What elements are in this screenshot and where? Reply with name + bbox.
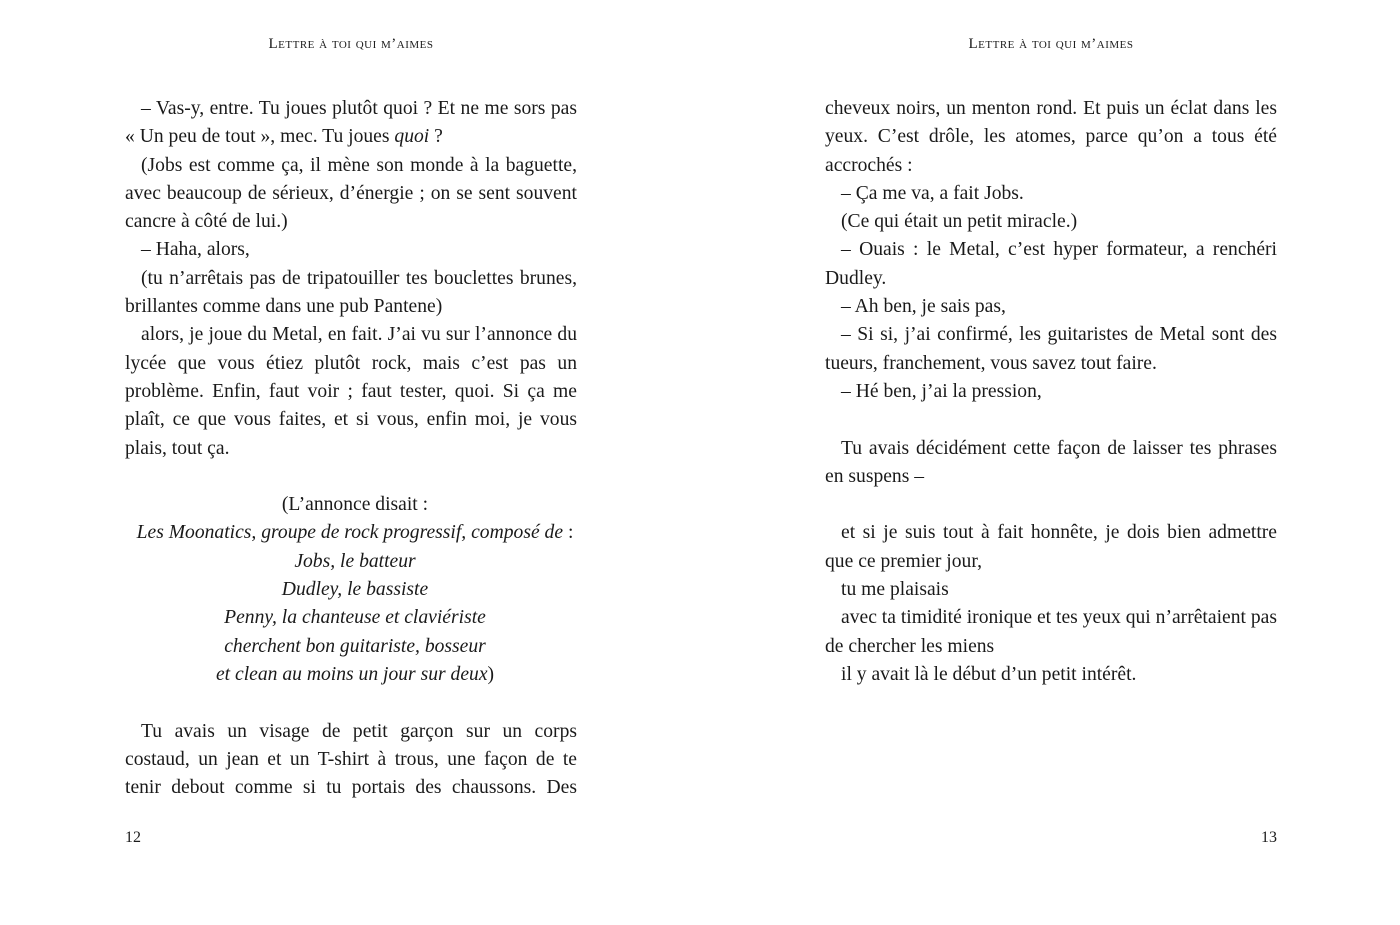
announcement-line: Jobs, le batteur: [294, 550, 416, 572]
page-number-right: 13: [1261, 829, 1277, 846]
paragraph: et si je suis tout à fait honnête, je dois bien admettre que ce premier jour,: [825, 522, 1277, 572]
paragraph: – Ouais : le Metal, c’est hyper formateur, a renchéri Dudley.: [825, 239, 1277, 289]
paragraph: alors, je joue du Metal, en fait. J’ai vu sur l’annonce du lycée que vous étiez plutôt rock, mais c’est pas un problème. Enfin, faut voir ; faut tester, quoi. Si ça me plaît, ce que vous faites, et si vous, enfin moi, je vous plais, tout ça.: [125, 324, 577, 459]
paragraph: – Vas-y, entre. Tu joues plutôt quoi ? Et ne me sors pas « Un peu de tout », mec. Tu joues quoi ?: [125, 98, 577, 148]
paragraph: tu me plaisais: [841, 579, 949, 601]
announcement-line: Penny, la chanteuse et claviériste: [224, 607, 486, 629]
paragraph: (Jobs est comme ça, il mène son monde à la baguette, avec beaucoup de sérieux, d’énergie ; on se sent souvent cancre à côté de lui.): [125, 154, 577, 233]
left-page-body: [125, 95, 577, 802]
paragraph: Tu avais un visage de petit garçon sur un corps costaud, un jean et un T-shirt à trous, une façon de te tenir debout comme si tu portais des chaussons. Des: [125, 720, 577, 799]
paragraph: – Si si, j’ai confirmé, les guitaristes de Metal sont des tueurs, franchement, vous savez tout faire.: [825, 324, 1277, 374]
paragraph: – Hé ben, j’ai la pression,: [841, 380, 1042, 402]
blank-line: [125, 463, 577, 491]
blank-line: [825, 406, 1277, 434]
right-page: [825, 0, 1277, 925]
paragraph: cheveux noirs, un menton rond. Et puis un éclat dans les yeux. C’est drôle, les atomes, parce qu’on a tous été accrochés :: [825, 98, 1277, 176]
blank-line: [825, 491, 1277, 519]
paragraph: – Ça me va, a fait Jobs.: [841, 182, 1024, 204]
emphasis: quoi: [394, 126, 430, 148]
announcement-intro: (L’annonce disait :: [281, 494, 429, 516]
running-head-left: Lettre à toi qui m’aimes: [268, 36, 434, 52]
blank-line: [125, 689, 577, 717]
announcement-line: cherchent bon guitariste, bosseur: [224, 635, 486, 657]
paragraph: (Ce qui était un petit miracle.): [841, 211, 1078, 233]
left-page: [125, 0, 577, 925]
paragraph: – Ah ben, je sais pas,: [841, 296, 1006, 318]
paragraph: il y avait là le début d’un petit intérêt.: [841, 663, 1137, 685]
paragraph: (tu n’arrêtais pas de tripatouiller tes bouclettes brunes, brillantes comme dans une pub Pantene): [125, 267, 577, 318]
announcement-line: Dudley, le bassiste: [281, 579, 429, 601]
paragraph: avec ta timidité ironique et tes yeux qui n’arrêtaient pas de chercher les miens: [825, 607, 1277, 657]
right-page-body: [825, 95, 1277, 689]
paragraph: Tu avais décidément cette façon de laisser tes phrases en suspens –: [825, 437, 1277, 487]
paragraph: – Haha, alors,: [141, 239, 250, 261]
announcement-line: Les Moonatics, groupe de rock progressif, composé de :: [136, 522, 574, 544]
announcement-block: [125, 491, 577, 689]
announcement-line: et clean au moins un jour sur deux): [215, 663, 495, 685]
page-number-left: 12: [125, 829, 141, 846]
running-head-right: Lettre à toi qui m’aimes: [968, 36, 1134, 52]
